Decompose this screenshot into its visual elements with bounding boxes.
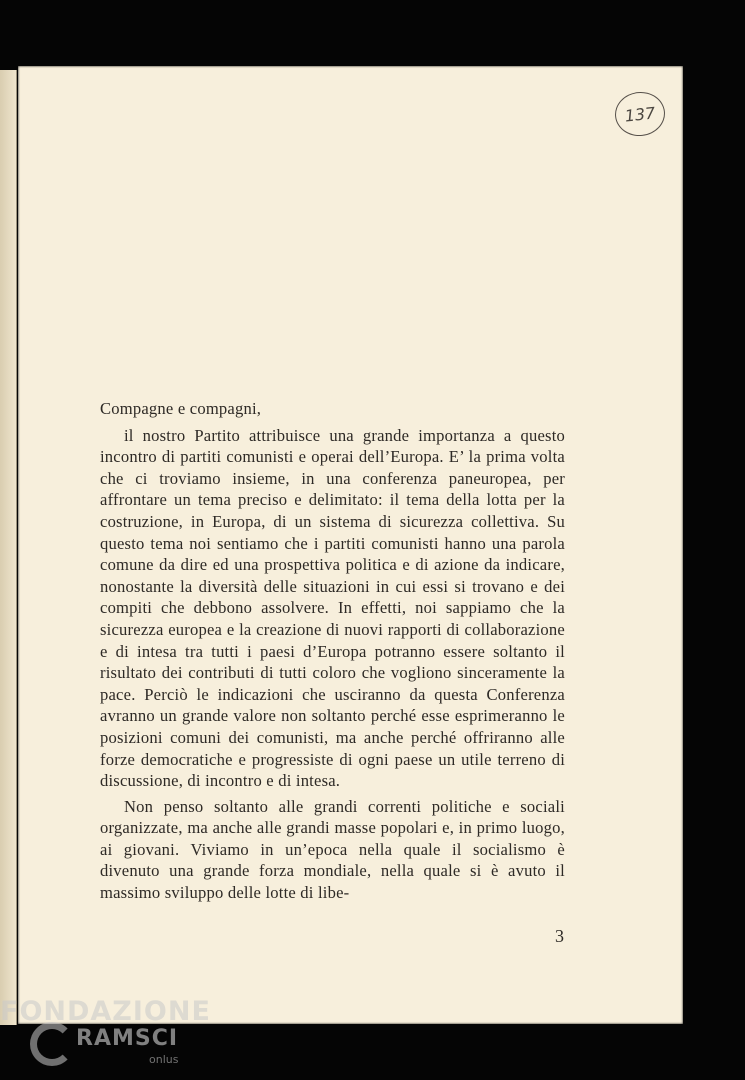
watermark-line3: onlus bbox=[149, 1053, 179, 1066]
salutation: Compagne e compagni, bbox=[100, 399, 262, 418]
watermark-line2: RAMSCI bbox=[76, 1026, 179, 1051]
gramsci-g-icon bbox=[30, 1022, 74, 1066]
archive-number-text: 137 bbox=[623, 102, 657, 126]
paragraph-1: il nostro Partito attribuisce una grande importanza a questo incontro di partiti comunisti e operai dell’Europa. E’ la prima volta che ci troviamo insieme, in una conferenza paneuropea, per affrontare un tema preciso e delimitato: il tema della lotta per la costruzione, in Europa, di un sistema di sicurezza collettiva. Su questo tema noi sentiamo che i partiti comunisti hanno una parola comune da dire ed una prospettiva politica e di azione da indicare, nonostante la diversità delle situazioni in cui essi si trovano e dei compiti che debbono assolvere. In effetti, noi sappiamo che la sicurezza europea e la creazione di nuovi rapporti di collaborazione e di intesa tra tutti i paesi d’Europa potranno essere soltanto il risultato dei contributi di tutti coloro che vogliono sinceramente la pace. Perciò le indicazioni che usciranno da questa Conferenza avranno un grande valore non soltanto perché esse esprimeranno le posizioni comuni dei comunisti, ma anche perché offriranno alle forze democratiche e progressiste di ogni paese un utile terreno di discussione, di incontro e di intesa. bbox=[100, 425, 565, 791]
previous-page-edge bbox=[0, 70, 17, 1025]
paragraph-2: Non penso soltanto alle grandi correnti politiche e sociali organizzate, ma anche alle grandi masse popolari e, in primo luogo, ai giovani. Viviamo in un’epoca nella quale il socialismo è divenuto una grande forza mondiale, nella quale si è avuto il massimo sviluppo delle lotte di libe- bbox=[100, 796, 565, 903]
body-text bbox=[100, 398, 565, 904]
watermark-line1: FONDAZIONE bbox=[0, 996, 211, 1027]
watermark-logo bbox=[0, 996, 211, 1080]
page-number: 3 bbox=[555, 926, 564, 946]
